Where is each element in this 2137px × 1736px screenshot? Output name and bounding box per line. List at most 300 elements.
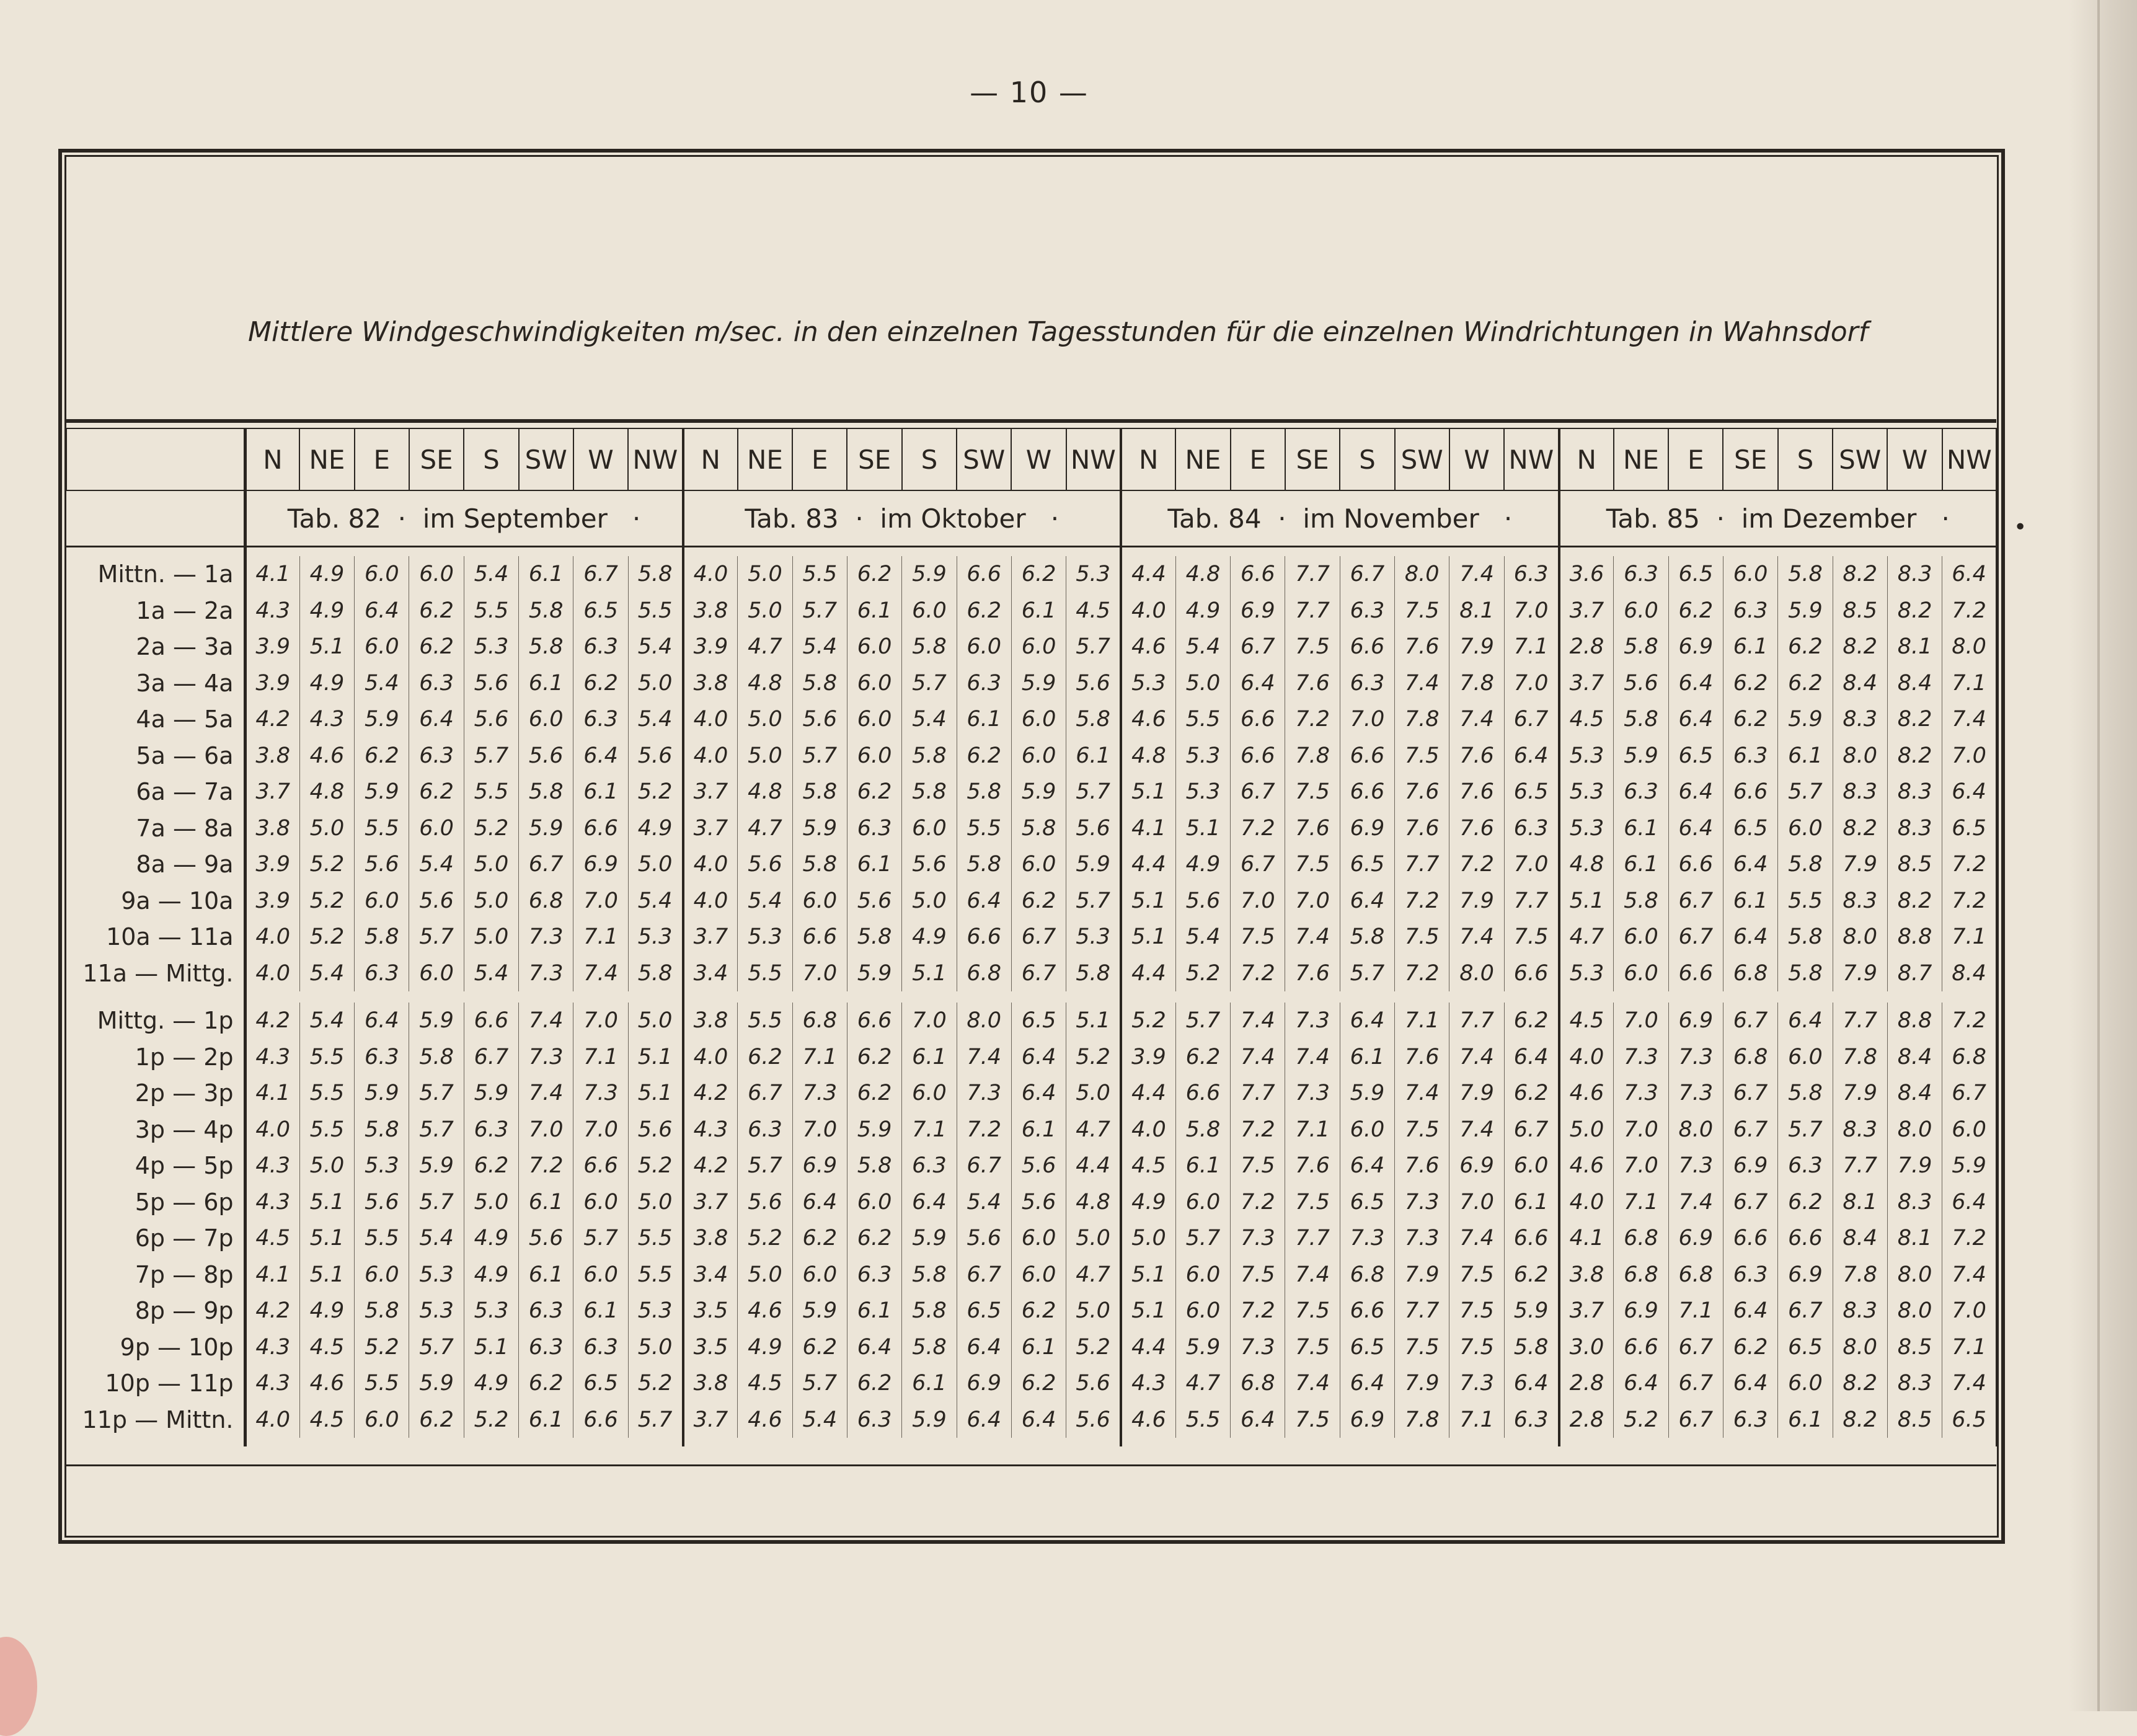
wind-speed-value: 6.0 xyxy=(1011,1220,1066,1257)
wind-speed-value: 5.8 xyxy=(1504,1329,1559,1366)
top-spacer-cell xyxy=(1121,547,1559,557)
wind-speed-value: 6.4 xyxy=(1340,1148,1394,1184)
table-row xyxy=(66,1075,1997,1112)
wind-speed-value: 5.1 xyxy=(299,1184,354,1221)
wind-speed-value: 8.3 xyxy=(1833,1112,1887,1148)
wind-speed-value: 5.2 xyxy=(355,1329,409,1366)
wind-speed-value: 8.0 xyxy=(1942,629,1997,665)
wind-speed-value: 5.0 xyxy=(299,810,354,847)
wind-speed-value: 6.7 xyxy=(1504,1112,1559,1148)
wind-speed-value: 5.0 xyxy=(738,701,792,738)
wind-speed-value: 6.3 xyxy=(1504,810,1559,847)
month-header xyxy=(683,490,1122,547)
direction-header-nw: NW xyxy=(1942,428,1997,490)
wind-speed-value: 6.9 xyxy=(1340,1402,1394,1438)
wind-speed-value: 6.2 xyxy=(738,1039,792,1076)
wind-speed-value: 6.2 xyxy=(573,665,628,702)
wind-speed-value: 3.8 xyxy=(1559,1257,1614,1293)
wind-speed-value: 7.3 xyxy=(1395,1184,1449,1221)
wind-speed-value: 5.7 xyxy=(902,665,957,702)
wind-speed-value: 7.6 xyxy=(1285,665,1340,702)
wind-speed-value: 5.9 xyxy=(355,774,409,810)
wind-speed-value: 7.5 xyxy=(1395,1112,1449,1148)
wind-speed-value: 6.1 xyxy=(519,1184,573,1221)
wind-speed-value: 5.8 xyxy=(792,665,847,702)
wind-speed-value: 6.2 xyxy=(1175,1039,1230,1076)
wind-speed-value: 5.3 xyxy=(1559,738,1614,774)
wind-speed-value: 6.7 xyxy=(1778,1293,1833,1329)
wind-speed-value: 5.5 xyxy=(355,1220,409,1257)
wind-speed-value: 7.9 xyxy=(1833,846,1887,883)
wind-speed-value: 6.0 xyxy=(1723,556,1777,593)
wind-speed-value: 6.1 xyxy=(1778,1402,1833,1438)
direction-header-s: S xyxy=(464,428,518,490)
wind-speed-value: 6.1 xyxy=(1778,738,1833,774)
wind-speed-value: 7.1 xyxy=(1449,1402,1504,1438)
wind-speed-value: 6.0 xyxy=(409,955,464,992)
hour-interval-label: 3p — 4p xyxy=(66,1112,245,1148)
wind-speed-value: 4.7 xyxy=(738,629,792,665)
wind-speed-value: 5.7 xyxy=(628,1402,683,1438)
midday-gap xyxy=(66,991,1997,1003)
wind-speed-value: 5.7 xyxy=(1175,1003,1230,1039)
wind-speed-value: 5.1 xyxy=(628,1039,683,1076)
wind-speed-value: 7.1 xyxy=(1942,1329,1997,1366)
wind-speed-value: 4.9 xyxy=(299,665,354,702)
wind-speed-value: 6.2 xyxy=(847,774,901,810)
wind-speed-value: 8.3 xyxy=(1887,810,1942,847)
wind-speed-value: 5.9 xyxy=(902,556,957,593)
wind-speed-value: 4.5 xyxy=(299,1329,354,1366)
separator-dot: · xyxy=(1261,503,1303,534)
wind-speed-value: 5.0 xyxy=(628,1003,683,1039)
wind-speed-value: 4.0 xyxy=(683,556,738,593)
wind-speed-value: 7.6 xyxy=(1449,774,1504,810)
wind-speed-value: 6.1 xyxy=(1723,629,1777,665)
wind-speed-value: 6.7 xyxy=(464,1039,518,1076)
wind-speed-value: 7.9 xyxy=(1833,955,1887,992)
wind-speed-value: 3.8 xyxy=(683,1365,738,1402)
wind-speed-value: 5.7 xyxy=(409,1075,464,1112)
wind-speed-value: 6.1 xyxy=(847,846,901,883)
direction-header-sw: SW xyxy=(519,428,573,490)
wind-speed-value: 5.8 xyxy=(1066,955,1121,992)
wind-speed-value: 6.6 xyxy=(1231,738,1285,774)
wind-speed-value: 7.2 xyxy=(1942,593,1997,629)
direction-header-se: SE xyxy=(409,428,464,490)
wind-speed-value: 6.1 xyxy=(902,1365,957,1402)
direction-header-w: W xyxy=(1887,428,1942,490)
wind-speed-value: 7.1 xyxy=(1668,1293,1723,1329)
wind-speed-value: 6.6 xyxy=(1723,774,1777,810)
wind-speed-value: 5.9 xyxy=(519,810,573,847)
wind-speed-value: 6.5 xyxy=(1942,810,1997,847)
wind-speed-value: 3.7 xyxy=(683,1184,738,1221)
table-number: Tab. 82 xyxy=(287,503,381,534)
wind-speed-value: 7.4 xyxy=(957,1039,1011,1076)
wind-speed-value: 6.9 xyxy=(1449,1148,1504,1184)
wind-speed-value: 8.2 xyxy=(1833,556,1887,593)
wind-speed-value: 4.5 xyxy=(245,1220,299,1257)
wind-speed-value: 6.8 xyxy=(1340,1257,1394,1293)
wind-speed-value: 7.2 xyxy=(1395,955,1449,992)
wind-speed-value: 6.2 xyxy=(847,1220,901,1257)
wind-speed-value: 7.9 xyxy=(1449,1075,1504,1112)
wind-speed-value: 7.2 xyxy=(519,1148,573,1184)
wind-speed-value: 4.6 xyxy=(738,1293,792,1329)
wind-speed-value: 5.1 xyxy=(464,1329,518,1366)
wind-speed-value: 7.3 xyxy=(1285,1003,1340,1039)
bottom-spacer-cell xyxy=(1559,1438,1998,1446)
midday-gap-label xyxy=(66,991,245,1003)
wind-speed-value: 5.0 xyxy=(1066,1075,1121,1112)
wind-speed-value: 5.5 xyxy=(355,1365,409,1402)
month-header xyxy=(1559,490,1998,547)
separator-dot: · xyxy=(1479,503,1513,534)
wind-speed-value: 4.3 xyxy=(299,701,354,738)
hour-interval-label: 10a — 11a xyxy=(66,919,245,955)
wind-speed-value: 5.0 xyxy=(464,883,518,919)
wind-speed-value: 5.8 xyxy=(902,774,957,810)
month-header-row xyxy=(66,490,1997,547)
wind-speed-value: 5.2 xyxy=(628,1365,683,1402)
wind-speed-value: 6.4 xyxy=(355,593,409,629)
direction-header-sw: SW xyxy=(1395,428,1449,490)
wind-speed-value: 2.8 xyxy=(1559,1402,1614,1438)
wind-speed-value: 6.8 xyxy=(519,883,573,919)
wind-speed-value: 5.8 xyxy=(519,593,573,629)
table-row xyxy=(66,883,1997,919)
wind-speed-value: 6.5 xyxy=(573,1365,628,1402)
wind-speed-value: 7.8 xyxy=(1395,701,1449,738)
wind-speed-value: 6.4 xyxy=(957,1402,1011,1438)
wind-speed-value: 5.6 xyxy=(847,883,901,919)
wind-speed-value: 5.6 xyxy=(464,701,518,738)
wind-speed-value: 4.4 xyxy=(1121,846,1175,883)
wind-speed-value: 5.5 xyxy=(299,1039,354,1076)
wind-speed-value: 6.4 xyxy=(1668,701,1723,738)
wind-speed-value: 5.7 xyxy=(792,738,847,774)
wind-speed-value: 5.8 xyxy=(792,774,847,810)
direction-header-e: E xyxy=(355,428,409,490)
wind-speed-value: 4.8 xyxy=(738,774,792,810)
wind-speed-value: 6.1 xyxy=(519,1402,573,1438)
wind-speed-value: 6.0 xyxy=(573,1184,628,1221)
bottom-spacer xyxy=(66,1438,1997,1446)
wind-speed-value: 6.9 xyxy=(957,1365,1011,1402)
wind-speed-value: 6.3 xyxy=(847,1402,901,1438)
wind-speed-value: 4.9 xyxy=(464,1365,518,1402)
wind-speed-value: 7.5 xyxy=(1285,1184,1340,1221)
wind-speed-value: 6.9 xyxy=(1668,1220,1723,1257)
page-gutter-shadow xyxy=(2069,0,2137,1711)
wind-speed-value: 6.3 xyxy=(519,1293,573,1329)
hour-interval-label: 4a — 5a xyxy=(66,701,245,738)
wind-speed-value: 3.7 xyxy=(683,810,738,847)
wind-speed-value: 5.4 xyxy=(409,1220,464,1257)
wind-speed-value: 5.8 xyxy=(1614,629,1668,665)
wind-speed-value: 7.6 xyxy=(1395,774,1449,810)
wind-speed-value: 6.7 xyxy=(1231,846,1285,883)
wind-speed-value: 4.8 xyxy=(1559,846,1614,883)
hour-interval-label: Mittn. — 1a xyxy=(66,556,245,593)
wind-speed-value: 5.7 xyxy=(1175,1220,1230,1257)
wind-speed-value: 4.4 xyxy=(1121,1329,1175,1366)
wind-speed-value: 5.1 xyxy=(299,1257,354,1293)
wind-speed-value: 5.0 xyxy=(464,846,518,883)
direction-header-nw: NW xyxy=(1066,428,1121,490)
wind-speed-value: 7.5 xyxy=(1395,593,1449,629)
wind-speed-value: 4.8 xyxy=(299,774,354,810)
wind-speed-value: 6.6 xyxy=(1668,955,1723,992)
wind-speed-value: 6.0 xyxy=(1175,1184,1230,1221)
wind-speed-value: 5.9 xyxy=(409,1365,464,1402)
separator-dot: · xyxy=(1699,503,1741,534)
wind-speed-value: 8.5 xyxy=(1833,593,1887,629)
separator-dot: · xyxy=(1025,503,1060,534)
wind-speed-value: 5.2 xyxy=(738,1220,792,1257)
wind-speed-value: 6.2 xyxy=(1504,1257,1559,1293)
wind-speed-value: 3.8 xyxy=(683,593,738,629)
hour-interval-label: 8a — 9a xyxy=(66,846,245,883)
wind-speed-value: 3.5 xyxy=(683,1329,738,1366)
wind-speed-value: 6.5 xyxy=(1723,810,1777,847)
wind-speed-value: 6.2 xyxy=(957,738,1011,774)
wind-speed-value: 7.4 xyxy=(1449,1220,1504,1257)
wind-speed-value: 4.9 xyxy=(738,1329,792,1366)
direction-header-ne: NE xyxy=(1175,428,1230,490)
wind-speed-value: 6.1 xyxy=(1011,593,1066,629)
wind-speed-value: 5.0 xyxy=(738,593,792,629)
wind-speed-value: 4.9 xyxy=(464,1220,518,1257)
wind-speed-value: 4.8 xyxy=(1121,738,1175,774)
wind-speed-value: 4.7 xyxy=(1066,1112,1121,1148)
direction-header-s: S xyxy=(1778,428,1833,490)
wind-speed-value: 6.9 xyxy=(1614,1293,1668,1329)
wind-speed-value: 6.8 xyxy=(1942,1039,1997,1076)
wind-speed-value: 7.4 xyxy=(573,955,628,992)
wind-speed-value: 5.9 xyxy=(1614,738,1668,774)
wind-speed-value: 3.5 xyxy=(683,1293,738,1329)
wind-speed-value: 6.1 xyxy=(1614,846,1668,883)
wind-speed-value: 8.8 xyxy=(1887,919,1942,955)
wind-speed-value: 5.4 xyxy=(409,846,464,883)
wind-speed-value: 5.8 xyxy=(847,919,901,955)
top-spacer-label xyxy=(66,547,245,557)
direction-header-n: N xyxy=(245,428,299,490)
table-row xyxy=(66,1257,1997,1293)
wind-speed-value: 5.3 xyxy=(1559,955,1614,992)
wind-speed-value: 5.5 xyxy=(299,1112,354,1148)
wind-speed-value: 7.5 xyxy=(1449,1293,1504,1329)
wind-speed-value: 5.6 xyxy=(355,846,409,883)
wind-speed-value: 5.4 xyxy=(738,883,792,919)
wind-speed-value: 7.1 xyxy=(1395,1003,1449,1039)
wind-speed-value: 7.1 xyxy=(1614,1184,1668,1221)
wind-speed-value: 6.4 xyxy=(409,701,464,738)
wind-speed-value: 5.4 xyxy=(1175,919,1230,955)
wind-speed-value: 5.4 xyxy=(628,701,683,738)
wind-speed-value: 7.7 xyxy=(1285,1220,1340,1257)
wind-speed-value: 6.2 xyxy=(1723,1329,1777,1366)
hour-interval-label: 6p — 7p xyxy=(66,1220,245,1257)
header-corner-cell xyxy=(66,428,245,490)
wind-speed-value: 5.8 xyxy=(1066,701,1121,738)
wind-speed-value: 7.2 xyxy=(1395,883,1449,919)
wind-speed-value: 5.7 xyxy=(573,1220,628,1257)
wind-speed-value: 6.8 xyxy=(1723,1039,1777,1076)
table-bottom-rule xyxy=(66,1464,1996,1466)
wind-speed-value: 4.7 xyxy=(738,810,792,847)
wind-speed-value: 8.8 xyxy=(1887,1003,1942,1039)
wind-speed-value: 6.2 xyxy=(1011,556,1066,593)
wind-speed-value: 5.6 xyxy=(902,846,957,883)
wind-speed-value: 7.0 xyxy=(792,1112,847,1148)
wind-speed-value: 6.5 xyxy=(1778,1329,1833,1366)
wind-speed-value: 8.1 xyxy=(1887,1220,1942,1257)
wind-speed-value: 6.4 xyxy=(1942,774,1997,810)
midday-gap-cell xyxy=(1121,991,1559,1003)
wind-speed-value: 6.0 xyxy=(1011,846,1066,883)
wind-speed-value: 6.4 xyxy=(1504,1365,1559,1402)
wind-speed-value: 5.2 xyxy=(1066,1329,1121,1366)
wind-speed-value: 5.9 xyxy=(1175,1329,1230,1366)
wind-speed-value: 5.4 xyxy=(792,1402,847,1438)
wind-speed-value: 6.6 xyxy=(1668,846,1723,883)
wind-speed-value: 7.4 xyxy=(1231,1039,1285,1076)
wind-speed-value: 6.1 xyxy=(1504,1184,1559,1221)
wind-speed-value: 5.8 xyxy=(628,955,683,992)
wind-speed-value: 3.8 xyxy=(683,1003,738,1039)
wind-speed-value: 6.4 xyxy=(1723,846,1777,883)
wind-speed-value: 5.0 xyxy=(464,1184,518,1221)
direction-header-sw: SW xyxy=(1833,428,1887,490)
wind-speed-value: 7.2 xyxy=(1231,955,1285,992)
wind-speed-value: 5.8 xyxy=(902,1257,957,1293)
wind-speed-value: 7.3 xyxy=(1668,1148,1723,1184)
wind-speed-value: 7.6 xyxy=(1395,629,1449,665)
wind-speed-value: 2.8 xyxy=(1559,629,1614,665)
wind-speed-value: 5.6 xyxy=(1066,1402,1121,1438)
wind-speed-value: 6.4 xyxy=(1504,1039,1559,1076)
month-header-corner xyxy=(66,490,245,547)
wind-speed-value: 6.2 xyxy=(792,1329,847,1366)
wind-speed-value: 5.5 xyxy=(299,1075,354,1112)
wind-speed-value: 5.8 xyxy=(957,774,1011,810)
wind-speed-value: 6.4 xyxy=(1942,556,1997,593)
wind-speed-value: 7.0 xyxy=(1614,1112,1668,1148)
hour-interval-label: 2p — 3p xyxy=(66,1075,245,1112)
page-number: — 10 — xyxy=(970,76,1089,109)
wind-speed-value: 8.1 xyxy=(1449,593,1504,629)
wind-speed-value: 5.1 xyxy=(1121,919,1175,955)
wind-speed-value: 7.5 xyxy=(1504,919,1559,955)
wind-speed-value: 6.8 xyxy=(1231,1365,1285,1402)
wind-speed-value: 4.2 xyxy=(683,1075,738,1112)
wind-speed-value: 5.8 xyxy=(355,919,409,955)
wind-speed-value: 8.0 xyxy=(1887,1293,1942,1329)
wind-speed-value: 4.0 xyxy=(245,955,299,992)
table-number: Tab. 85 xyxy=(1606,503,1700,534)
wind-speed-value: 7.3 xyxy=(957,1075,1011,1112)
wind-speed-value: 4.6 xyxy=(1121,629,1175,665)
wind-speed-value: 5.7 xyxy=(409,1112,464,1148)
direction-header-nw: NW xyxy=(1504,428,1559,490)
page-fold xyxy=(2097,0,2100,1711)
wind-speed-value: 5.3 xyxy=(1066,556,1121,593)
wind-speed-value: 6.3 xyxy=(519,1329,573,1366)
wind-speed-value: 6.3 xyxy=(1504,556,1559,593)
wind-speed-value: 8.4 xyxy=(1887,665,1942,702)
wind-speed-value: 6.4 xyxy=(1231,1402,1285,1438)
wind-speed-value: 6.7 xyxy=(1942,1075,1997,1112)
wind-speed-value: 7.0 xyxy=(1942,1293,1997,1329)
wind-speed-value: 7.7 xyxy=(1833,1003,1887,1039)
wind-speed-value: 5.3 xyxy=(1175,738,1230,774)
wind-speed-value: 6.9 xyxy=(1668,1003,1723,1039)
wind-speed-value: 5.9 xyxy=(1778,593,1833,629)
hour-interval-label: 2a — 3a xyxy=(66,629,245,665)
wind-speed-value: 4.1 xyxy=(245,1257,299,1293)
wind-speed-value: 7.0 xyxy=(519,1112,573,1148)
wind-speed-value: 8.3 xyxy=(1833,883,1887,919)
wind-speed-value: 6.5 xyxy=(1504,774,1559,810)
wind-speed-value: 7.4 xyxy=(519,1003,573,1039)
wind-speed-value: 4.2 xyxy=(245,1003,299,1039)
wind-speed-value: 5.7 xyxy=(409,919,464,955)
wind-speed-value: 4.8 xyxy=(738,665,792,702)
wind-speed-value: 6.1 xyxy=(1723,883,1777,919)
table-row xyxy=(66,1293,1997,1329)
wind-speed-value: 7.2 xyxy=(1231,1293,1285,1329)
wind-speed-value: 6.8 xyxy=(1614,1220,1668,1257)
wind-speed-value: 5.6 xyxy=(738,846,792,883)
wind-speed-value: 7.7 xyxy=(1449,1003,1504,1039)
wind-speed-value: 7.5 xyxy=(1395,738,1449,774)
wind-speed-value: 6.3 xyxy=(1340,593,1394,629)
direction-header-nw: NW xyxy=(628,428,683,490)
wind-speed-value: 6.2 xyxy=(409,774,464,810)
wind-speed-value: 6.3 xyxy=(902,1148,957,1184)
wind-speed-value: 7.6 xyxy=(1285,955,1340,992)
wind-speed-value: 6.7 xyxy=(1723,1112,1777,1148)
wind-speed-value: 6.6 xyxy=(1504,1220,1559,1257)
wind-speed-value: 5.0 xyxy=(1559,1112,1614,1148)
direction-header-w: W xyxy=(573,428,628,490)
wind-speed-value: 6.3 xyxy=(573,629,628,665)
wind-speed-value: 5.2 xyxy=(1175,955,1230,992)
hour-interval-label: 11a — Mittg. xyxy=(66,955,245,992)
wind-speed-value: 7.0 xyxy=(1942,738,1997,774)
wind-speed-value: 5.9 xyxy=(355,701,409,738)
wind-speed-value: 6.5 xyxy=(1340,1329,1394,1366)
table-row xyxy=(66,1184,1997,1221)
wind-speed-value: 6.4 xyxy=(1231,665,1285,702)
wind-speed-value: 5.6 xyxy=(1066,810,1121,847)
wind-speed-value: 6.7 xyxy=(1668,1365,1723,1402)
wind-speed-value: 6.4 xyxy=(1778,1003,1833,1039)
wind-speed-value: 7.3 xyxy=(519,955,573,992)
wind-speed-value: 6.3 xyxy=(1723,1257,1777,1293)
wind-speed-value: 5.0 xyxy=(628,1329,683,1366)
wind-speed-value: 6.7 xyxy=(1231,774,1285,810)
wind-speed-value: 6.7 xyxy=(1011,919,1066,955)
wind-speed-value: 5.8 xyxy=(628,556,683,593)
wind-speed-value: 6.3 xyxy=(409,738,464,774)
table-row xyxy=(66,556,1997,593)
wind-speed-value: 5.2 xyxy=(464,1402,518,1438)
wind-speed-value: 4.9 xyxy=(1175,846,1230,883)
